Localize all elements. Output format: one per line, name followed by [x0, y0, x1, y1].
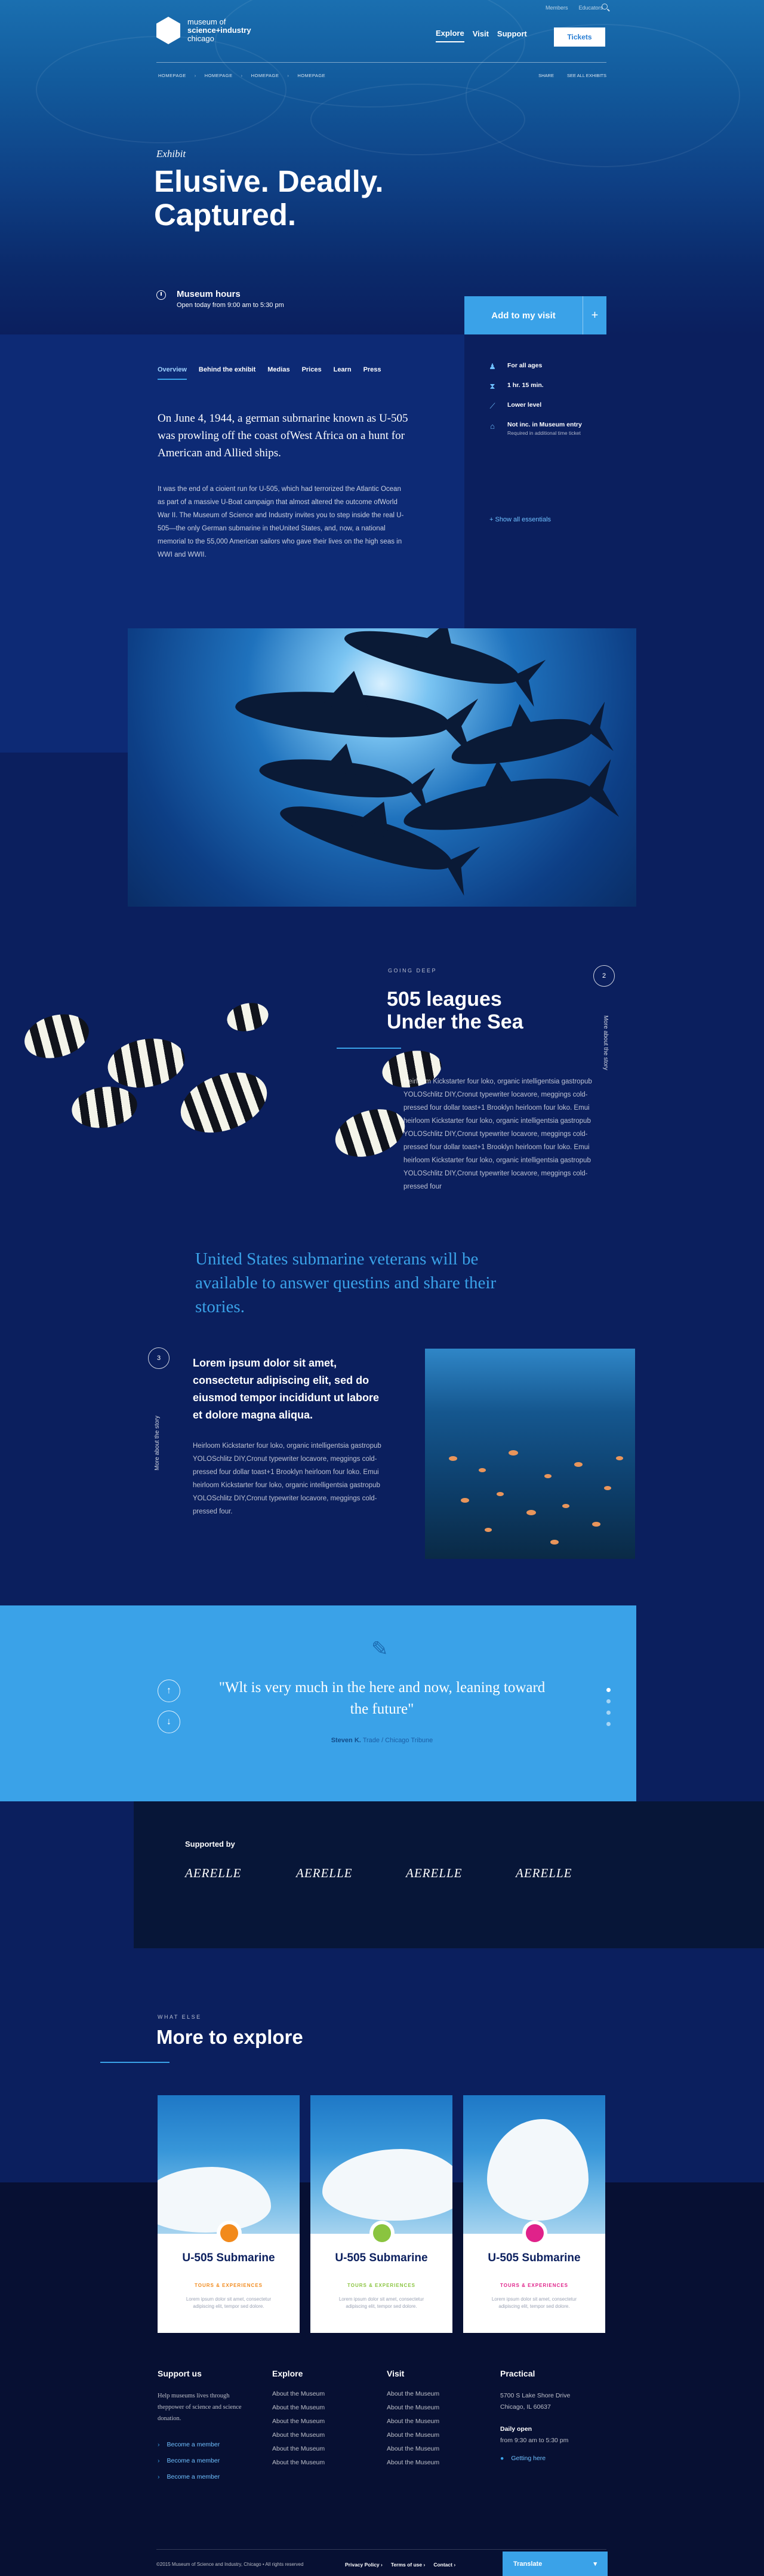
carousel-dot[interactable] — [606, 1688, 611, 1692]
footer-heading: Explore — [272, 2369, 303, 2378]
footer-cta-label: Become a member — [167, 2441, 220, 2448]
fact-title: For all ages — [507, 362, 543, 369]
footer-link[interactable]: About the Museum — [387, 2390, 440, 2397]
reef-fish — [509, 1450, 518, 1456]
category-icon — [373, 2224, 391, 2242]
footer-heading: Visit — [387, 2369, 405, 2378]
reef-fish — [461, 1498, 469, 1503]
carousel-dots — [606, 1688, 611, 1726]
arrow-icon: › — [158, 2441, 160, 2448]
dolphin-shape — [233, 681, 451, 745]
copyright: ©2015 Museum of Science and Industry, Chicago • All rights reserved — [156, 2562, 304, 2567]
hourglass-icon: ⧗ — [489, 382, 495, 391]
footer-link[interactable]: About the Museum — [272, 2431, 325, 2439]
exhibit-facts — [487, 362, 594, 447]
dolphin-shape — [257, 750, 415, 805]
intro-paragraph: On June 4, 1944, a german subrnarine known as U-505 was prowling off the coast ofWest Africa on a hunt for American and Allied ships. — [158, 412, 408, 459]
fact-title: Lower level — [507, 401, 542, 409]
card-category: TOURS & EXPERIENCES — [500, 2283, 568, 2288]
getting-here-label: Getting here — [511, 2455, 546, 2462]
accent-line — [100, 2062, 170, 2063]
reef-fish — [497, 1492, 504, 1496]
translate-dropdown[interactable] — [503, 2552, 608, 2576]
nav-visit[interactable]: Visit — [472, 29, 489, 38]
reef-fish — [616, 1456, 623, 1460]
share-link[interactable]: SHARE — [538, 73, 554, 78]
footer-link[interactable]: About the Museum — [272, 2404, 325, 2411]
card-title: U-505 Submarine — [488, 2252, 581, 2264]
next-testimonial-button[interactable]: ↓ — [158, 1711, 180, 1733]
footer-link[interactable]: About the Museum — [272, 2445, 325, 2452]
tickets-button[interactable]: Tickets — [554, 27, 605, 47]
hexagon-logo-icon — [156, 17, 180, 44]
tab-overview[interactable]: Overview — [158, 366, 187, 380]
top-link-educators[interactable]: Educators — [578, 5, 603, 11]
open-hours: from 9:30 am to 5:30 pm — [500, 2437, 569, 2444]
footer-link[interactable]: About the Museum — [272, 2459, 325, 2466]
quote-icon: ✎ — [371, 1638, 389, 1660]
section-body: Heirloom Kickstarter four loko, organic intelligentsia gastropub YOLOSchlitz DIY,Cronut typewriter locavore, meggings cold-pressed four dollar toast+1 Brooklyn heirloom four loko. Emui heirloom Kickstarter four loko, organic intelligentsia gastropub YOLOSchlitz DIY,Cronut typewriter locavore, meggings cold-pressed four dollar toast+1 Brooklyn heirloom four loko. Emui heirloom Kickstarter four loko, organic intelligentsia gastropub YOLOSchlitz DIY,Cronut typewriter locavore, meggings cold-pressed four — [403, 1078, 592, 1190]
tab-behind-the-exhibit[interactable]: Behind the exhibit — [198, 366, 256, 373]
page-title: Elusive. Deadly. Captured. — [154, 164, 384, 232]
reef-fish — [574, 1462, 583, 1467]
footer-heading: Support us — [158, 2369, 202, 2378]
more-about-story-link[interactable]: More about the story — [602, 1015, 609, 1070]
footer-practical — [500, 2369, 608, 2471]
footer-link[interactable]: About the Museum — [387, 2418, 440, 2425]
show-all-essentials-link[interactable]: + Show all essentials — [489, 516, 552, 523]
reef-fish — [550, 1540, 559, 1545]
overview-body: It was the end of a cioient run for U-505, which had terrorized the Atlantic Ocean as part of a massive U-Boat campaign that almost altered the outcome ofWorld War II. The Museum of Science and Industry invites you to step inside the real U-505—the only German submarine in theUnited States, and, now, a national memorial to the 55,000 American sailors who gave their lives on the high seas in WWI and WWII. — [158, 486, 404, 558]
sponsor-logo[interactable]: AERELLE — [516, 1866, 572, 1880]
more-about-story-link[interactable]: More about the story — [154, 1416, 161, 1470]
footer-explore — [272, 2369, 325, 2473]
sponsor-logo[interactable]: AERELLE — [406, 1866, 463, 1880]
testimonial-source: Trade / Chicago Tribune — [362, 1737, 433, 1744]
nav-divider — [156, 62, 606, 63]
hero-kicker: Exhibit — [156, 148, 186, 159]
stairs-icon: ⟋ — [489, 401, 495, 410]
section-number: 2 — [593, 965, 615, 987]
search-icon[interactable] — [602, 4, 608, 10]
reef-fish — [526, 1510, 536, 1515]
footer-support — [158, 2369, 253, 2489]
open-label: Daily open — [500, 2425, 532, 2433]
reef-photo — [425, 1349, 635, 1559]
fact-title: 1 hr. 15 min. — [507, 382, 544, 389]
beluga-photo — [310, 2095, 452, 2234]
hours-subtitle: Open today from 9:00 am to 5:30 pm — [177, 302, 284, 309]
footer-link[interactable]: About the Museum — [272, 2390, 325, 2397]
card-category: TOURS & EXPERIENCES — [347, 2283, 415, 2288]
dolphin-shape — [401, 770, 596, 839]
tab-learn[interactable]: Learn — [333, 366, 352, 373]
section-number: 3 — [148, 1347, 170, 1369]
water-ripple — [310, 84, 525, 155]
tab-press[interactable]: Press — [363, 366, 381, 373]
dolphin-shape — [448, 712, 596, 772]
add-to-visit-button[interactable] — [464, 296, 606, 334]
see-all-exhibits-link[interactable]: SEE ALL EXHIBITS — [566, 73, 606, 78]
become-member-link[interactable] — [158, 2441, 253, 2448]
logo-line-3: chicago — [187, 34, 214, 43]
breadcrumb-item[interactable]: HOMEPAGE — [297, 73, 326, 78]
explore-card[interactable] — [310, 2095, 452, 2333]
privacy-policy-link[interactable]: Privacy Policy › — [345, 2562, 383, 2568]
breadcrumb-item[interactable]: HOMEPAGE — [204, 73, 233, 78]
carousel-dot[interactable] — [606, 1711, 611, 1715]
plus-icon: + — [583, 296, 606, 334]
footer-heading: Practical — [500, 2369, 535, 2378]
accent-line — [337, 1048, 401, 1049]
section-kicker: GOING DEEP — [388, 968, 438, 974]
dolphin-shape — [341, 628, 523, 695]
footer-link[interactable]: About the Museum — [387, 2404, 440, 2411]
footer-link[interactable]: About the Museum — [387, 2459, 440, 2466]
top-bar — [0, 0, 764, 17]
previous-testimonial-button[interactable]: ↑ — [158, 1680, 180, 1702]
arrow-icon: › — [158, 2457, 160, 2464]
reef-fish — [604, 1486, 611, 1490]
reef-fish — [485, 1528, 492, 1532]
become-member-link[interactable] — [158, 2473, 253, 2480]
fact-title: Not inc. in Museum entry — [507, 421, 582, 428]
logo-line-2: science+industry — [187, 26, 251, 35]
beluga-shape — [158, 2167, 271, 2233]
top-link-members[interactable]: Members — [545, 5, 568, 11]
getting-here-link[interactable] — [500, 2455, 608, 2462]
reef-fish — [544, 1474, 552, 1478]
fact-item — [487, 382, 594, 391]
clock-icon — [156, 290, 166, 300]
nav-support[interactable]: Support — [497, 29, 527, 38]
nav-explore[interactable]: Explore — [436, 29, 464, 42]
carousel-dot[interactable] — [606, 1722, 611, 1726]
tab-prices[interactable]: Prices — [301, 366, 322, 373]
sponsor-logo[interactable]: AERELLE — [296, 1866, 353, 1880]
card-description: Lorem ipsum dolor sit amet, consectetur adipiscing elit, tempor sed dolore. — [338, 2296, 424, 2309]
veterans-quote: United States submarine veterans will be available to answer questins and share their stories. — [195, 1249, 497, 1316]
breadcrumb-item[interactable]: HOMEPAGE — [158, 73, 186, 78]
hours-title: Museum hours — [177, 289, 241, 299]
tab-medias[interactable]: Medias — [267, 366, 290, 373]
card-description: Lorem ipsum dolor sit amet, consectetur adipiscing elit, tempor sed dolore. — [491, 2296, 577, 2309]
breadcrumb-item[interactable]: HOMEPAGE — [251, 73, 279, 78]
contact-link[interactable]: Contact › — [433, 2562, 456, 2568]
main-nav — [436, 29, 527, 42]
testimonial-author: Steven K. — [331, 1737, 361, 1744]
dolphins-photo — [128, 628, 636, 907]
arrow-icon: › — [158, 2473, 160, 2480]
reef-fish — [449, 1456, 457, 1461]
translate-label: Translate — [513, 2560, 543, 2568]
exhibit-tabs — [158, 366, 381, 380]
footer-divider — [156, 2549, 606, 2550]
card-title: U-505 Submarine — [335, 2252, 428, 2264]
museum-logo[interactable] — [156, 17, 251, 44]
section-title: 505 leagues Under the Sea — [387, 988, 523, 1033]
museum-icon: ⌂ — [490, 421, 495, 431]
footer-link[interactable]: About the Museum — [387, 2445, 440, 2452]
location-icon: ● — [500, 2455, 504, 2462]
category-icon — [526, 2224, 544, 2242]
beluga-shape — [487, 2119, 589, 2221]
carousel-dot[interactable] — [606, 1699, 611, 1703]
card-badge — [369, 2221, 395, 2246]
testimonial-quote: "Wlt is very much in the here and now, leaning toward the future" — [218, 1680, 546, 1717]
footer-cta-label: Become a member — [167, 2457, 220, 2464]
sponsor-logo[interactable]: AERELLE — [185, 1866, 242, 1880]
reef-fish — [562, 1504, 569, 1508]
beluga-photo — [158, 2095, 300, 2234]
utility-links — [538, 73, 606, 78]
terms-of-use-link[interactable]: Terms of use › — [390, 2562, 426, 2568]
chevron-down-icon: ▾ — [593, 2560, 597, 2568]
beluga-photo — [463, 2095, 605, 2234]
footer-cta-label: Become a member — [167, 2473, 220, 2480]
card-category: TOURS & EXPERIENCES — [195, 2283, 263, 2288]
supported-by-label: Supported by — [185, 1840, 235, 1849]
testimonial-credit — [215, 1737, 549, 1744]
section-title: More to explore — [156, 2026, 303, 2048]
footer-link[interactable]: About the Museum — [387, 2431, 440, 2439]
section-body: Heirloom Kickstarter four loko, organic intelligentsia gastropub YOLOSchlitz DIY,Cronut typewriter locavore, meggings cold-pressed four dollar toast+1 Brooklyn heirloom four loko. Emui heirloom Kickstarter four loko, organic intelligentsia gastropub YOLOSchlitz DIY,Cronut typewriter locavore, meggings cold-pressed four. — [193, 1442, 381, 1515]
section-title: Lorem ipsum dolor sit amet, consectetur adipiscing elit, sed do eiusmod tempor incididunt ut labore et dolore magna aliqua. — [193, 1357, 380, 1421]
address-line: 5700 S Lake Shore Drive — [500, 2392, 571, 2399]
add-to-visit-label: Add to my visit — [491, 310, 556, 321]
reef-fish — [479, 1468, 486, 1472]
footer-support-text: Help museums lives through theppower of science and science donation. — [158, 2393, 242, 2422]
beluga-shape — [322, 2149, 452, 2221]
explore-card[interactable] — [158, 2095, 300, 2333]
museum-hours — [156, 289, 284, 309]
section-kicker: WHAT ELSE — [158, 2014, 202, 2020]
category-icon — [220, 2224, 238, 2242]
become-member-link[interactable] — [158, 2457, 253, 2464]
reef-fish — [592, 1522, 600, 1527]
card-badge — [522, 2221, 547, 2246]
fact-item — [487, 401, 594, 411]
address-line: Chicago, IL 60637 — [500, 2403, 551, 2411]
fact-item — [487, 362, 594, 371]
card-description: Lorem ipsum dolor sit amet, consectetur adipiscing elit, tempor sed dolore. — [186, 2296, 272, 2309]
card-title: U-505 Submarine — [182, 2252, 275, 2264]
logo-line-1: museum of — [187, 17, 226, 26]
breadcrumb: HOMEPAGE › HOMEPAGE › HOMEPAGE › HOMEPAGE — [158, 73, 326, 78]
card-badge — [217, 2221, 242, 2246]
legal-links — [345, 2562, 455, 2568]
footer-visit — [387, 2369, 439, 2473]
fact-item — [487, 421, 594, 437]
footer-link[interactable]: About the Museum — [272, 2418, 325, 2425]
fact-note: Required in additional time ticket — [507, 430, 581, 436]
explore-card[interactable] — [463, 2095, 605, 2333]
water-ripple — [36, 36, 286, 143]
family-icon: ♟ — [489, 362, 496, 371]
